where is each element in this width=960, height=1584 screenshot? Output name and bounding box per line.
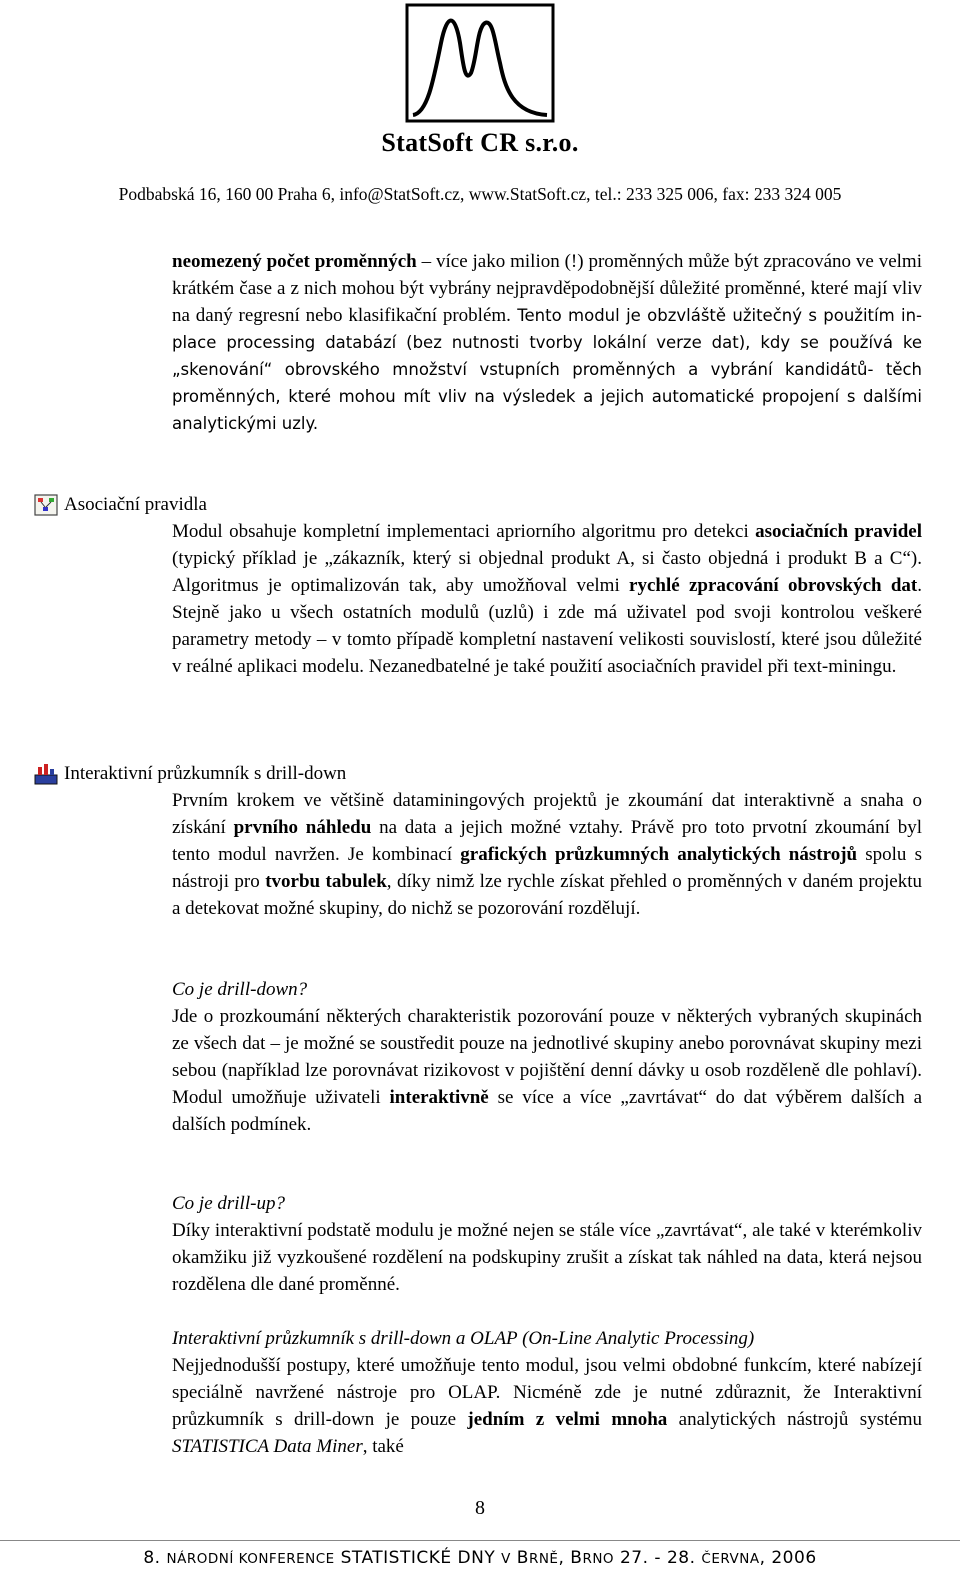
question-drill-up: Co je drill-up?: [172, 1193, 285, 1214]
footer-part: RNO: [582, 1551, 615, 1567]
footer-part: B: [510, 1548, 529, 1568]
footer-part: V: [501, 1551, 511, 1567]
page-number: 8: [475, 1497, 485, 1519]
association-paragraph: [172, 518, 922, 680]
footer-part: STATISTICKÉ DNY: [334, 1548, 502, 1568]
footer-part: ČERVNA: [701, 1551, 760, 1567]
drill-paragraph-3: Díky interaktivní podstatě modulu je možné nejen se stále více „zavrtávat“, ale také v kterémkoliv okamžiku již vyzkoušené rozdělení na podskupiny zrušit a získat tak náhled na data, která nejsou rozdělena dle dané proměnné.: [172, 1220, 922, 1295]
section-heading-association: [34, 491, 207, 518]
drill-p1-text-4: , díky nimž lze rychle získat přehled o proměnných v daném projektu a detekovat možné skupiny, do nichž se pozorování rozdělují.: [172, 871, 922, 919]
footer-part: RNĚ: [528, 1551, 559, 1567]
association-text-2: (typický příklad je „zákazník, který si objednal produkt A, si často objedná i produkt B a C“). Algoritmus je optimalizován tak, aby umožňoval velmi: [172, 548, 922, 596]
section-title-association: Asociační pravidla: [64, 494, 207, 515]
drill-p4-text-2: analytických nástrojů systému: [667, 1409, 922, 1430]
footer: [0, 1548, 960, 1568]
drill-p4-bold-1: jedním z velmi mnoha: [467, 1409, 668, 1430]
section-title-drill: Interaktivní průzkumník s drill-down: [64, 763, 347, 784]
association-rules-icon: [34, 494, 58, 516]
statsoft-logo: [405, 3, 555, 123]
drill-p2-bold-1: interaktivně: [389, 1087, 489, 1108]
drill-p1-bold-1: prvního náhledu: [233, 817, 372, 838]
association-text-1: Modul obsahuje kompletní implementaci apriorního algoritmu pro detekci: [172, 521, 756, 542]
drill-p1-bold-2: grafických průzkumných analytických nástrojů: [460, 844, 858, 865]
drill-paragraph-4: [172, 1352, 922, 1460]
association-bold-1: asociačních pravidel: [755, 521, 922, 542]
footer-part: 8.: [143, 1548, 167, 1568]
drill-down-icon: [34, 763, 58, 785]
association-bold-2: rychlé zpracování obrovských dat: [629, 575, 918, 596]
question-drill-down: Co je drill-down?: [172, 979, 308, 1000]
drill-paragraph-2: [172, 1003, 922, 1138]
association-text-3: . Stejně jako u všech ostatních modulů (uzlů) i zde má uživatel pod svoji kontrolou veškeré parametry metody – v tomto případě kompletní nastavení velikosti souvislostí, které jsou důležité v reálné aplikaci modelu. Nezanedbatelné je také použití asociačních pravidel při text-miningu.: [172, 575, 922, 677]
footer-part: NÁRODNÍ KONFERENCE: [166, 1551, 335, 1567]
footer-part: , 2006: [759, 1548, 817, 1568]
footer-divider: [0, 1540, 960, 1541]
drill-paragraph-1: [172, 787, 922, 922]
drill-p1-text-3: spolu s nástroji pro: [172, 844, 922, 892]
drill-p1-text-1: Prvním krokem ve většině dataminingových projektů je zkoumání dat interaktivně a snaha o získání: [172, 790, 922, 838]
drill-p2-text-2: se více a více „zavrtávat“ do dat výběrem dalších a dalších podmínek.: [172, 1087, 923, 1135]
intro-bold: neomezený počet proměnných: [172, 251, 417, 272]
footer-part: 27. - 28.: [614, 1548, 702, 1568]
drill-p4-text-3: , také: [362, 1436, 404, 1457]
drill-p4-italic-1: STATISTICA Data Miner: [172, 1436, 363, 1457]
question-olap: Interaktivní průzkumník s drill-down a OLAP (On-Line Analytic Processing): [172, 1328, 755, 1349]
intro-paragraph: [172, 248, 922, 437]
company-name: StatSoft CR s.r.o.: [381, 128, 579, 157]
drill-p1-text-2: na data a jejich možné vztahy. Právě pro toto prvotní zkoumání byl tento modul navržen. Je kombinací: [172, 817, 922, 865]
footer-part: , B: [558, 1548, 583, 1568]
company-address: Podbabská 16, 160 00 Praha 6, info@StatSoft.cz, www.StatSoft.cz, tel.: 233 325 006, fax: 233 324 005: [118, 184, 842, 204]
drill-p4-text-1: Nejjednodušší postupy, které umožňuje tento modul, jsou velmi obdobné funkcím, které nabízejí speciálně navržené nástroje pro OLAP. Nicméně zde je nutné zdůraznit, že Interaktivní průzkumník s drill-down je pouze: [172, 1355, 922, 1430]
intro-text-1: – více jako milion (!) proměnných může být zpracováno ve velmi krátkém čase a z nich mohou být vybrány nejpravděpodobnější důležité proměnné, které mají vliv na daný regresní nebo klasifikační problém.: [172, 251, 922, 326]
section-heading-drill: [34, 760, 346, 787]
drill-p2-text-1: Jde o prozkoumání některých charakteristik pozorování pouze v některých vybraných skupinách ze všech dat – je možné se soustředit pouze na jednotlivé skupiny anebo porovnávat skupiny mezi sebou (například lze porovnávat rizikovost v pojištění denní dávky u osob rozděleně dle pohlaví). Modul umožňuje uživateli: [172, 1006, 922, 1108]
intro-text-2: Tento modul je obzvláště užitečný s použitím in-place processing databází (bez nutnosti tvorby lokální verze dat), kdy se používá ke „skenování“ obrovského množství vstupních proměnných a vybrání kandidátů- těch proměnných, které mohou mít vliv na výsledek a jejich automatické propojení s dalšími analytickými uzly.: [172, 306, 923, 433]
drill-p1-bold-3: tvorbu tabulek: [265, 871, 387, 892]
